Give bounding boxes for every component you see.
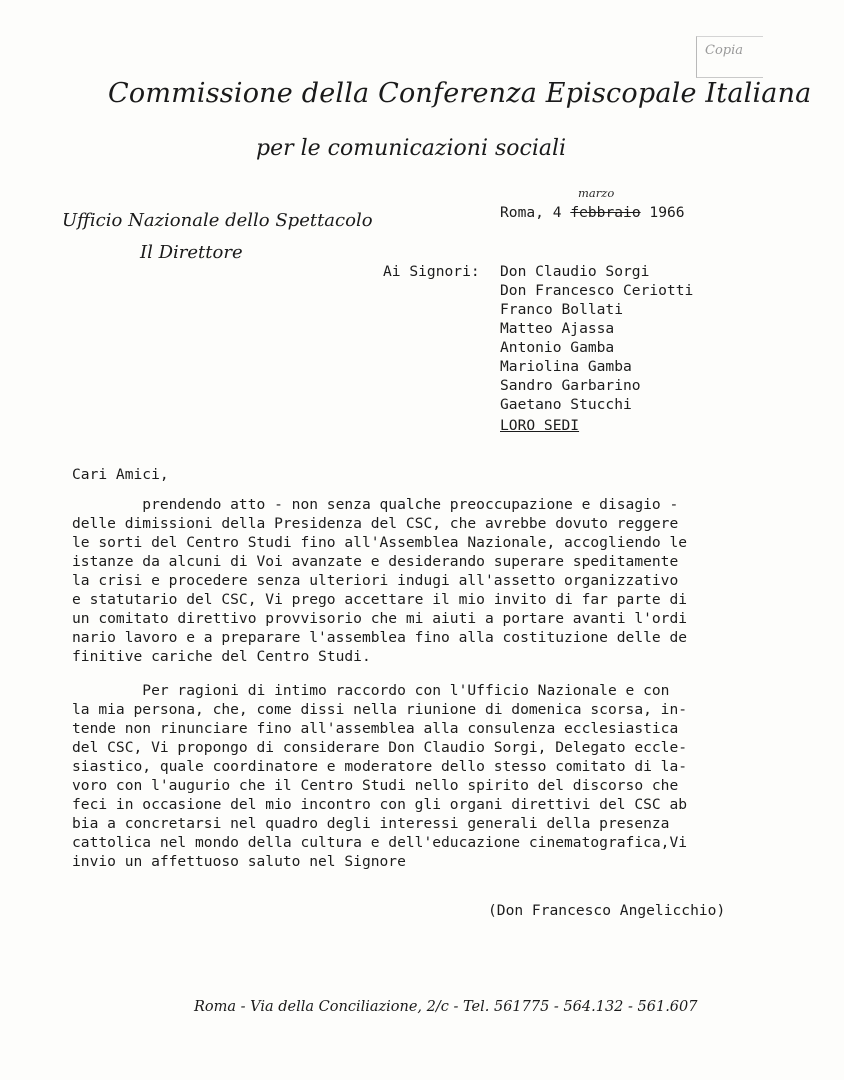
footer-address: Roma - Via della Conciliazione, 2/c - Tel. 561775 - 564.132 - 561.607	[194, 999, 698, 1015]
body-line: cattolica nel mondo della cultura e dell'educazione cinematografica,Vi	[72, 834, 688, 851]
body-line: nario lavoro e a preparare l'assemblea fino alla costituzione delle de	[72, 629, 688, 646]
body-line: la mia persona, che, come dissi nella riunione di domenica scorsa, in-	[72, 701, 688, 718]
recipient-name: Mariolina Gamba	[500, 358, 632, 375]
handwritten-month: marzo	[578, 186, 615, 200]
recipient-name: Antonio Gamba	[500, 339, 615, 356]
body-line: voro con l'augurio che il Centro Studi nello spirito del discorso che	[72, 777, 679, 794]
recipient-name: Don Claudio Sorgi	[500, 263, 650, 280]
body-line: bia a concretarsi nel quadro degli interessi generali della presenza	[72, 815, 670, 832]
body-line: e statutario del CSC, Vi prego accettare il mio invito di far parte di	[72, 591, 688, 608]
signature: (Don Francesco Angelicchio)	[488, 902, 726, 919]
office-title: Il Direttore	[140, 242, 243, 263]
body-line: delle dimissioni della Presidenza del CSC, che avrebbe dovuto reggere	[72, 515, 679, 532]
office-name: Ufficio Nazionale dello Spettacolo	[62, 210, 373, 231]
date-prefix: Roma, 4	[500, 204, 562, 221]
letterhead-title: Commissione della Conferenza Episcopale Italiana	[108, 78, 812, 109]
body-line: del CSC, Vi propongo di considerare Don Claudio Sorgi, Delegato eccle-	[72, 739, 688, 756]
recipient-name: Gaetano Stucchi	[500, 396, 632, 413]
letter-date	[500, 204, 685, 221]
copy-stamp-text: Copia	[705, 43, 744, 58]
body-line: siastico, quale coordinatore e moderatore dello stesso comitato di la-	[72, 758, 688, 775]
struck-month: febbraio	[570, 204, 641, 221]
body-line: feci in occasione del mio incontro con gli organi direttivi del CSC ab	[72, 796, 688, 813]
date-year: 1966	[649, 204, 685, 221]
copy-stamp	[696, 36, 763, 78]
recipients-label: Ai Signori:	[383, 263, 480, 280]
letterhead-subtitle: per le comunicazioni sociali	[256, 136, 567, 161]
salutation: Cari Amici,	[72, 466, 169, 483]
recipients-closing: LORO SEDI	[500, 417, 580, 434]
body-line: la crisi e procedere senza ulteriori indugi all'assetto organizzativo	[72, 572, 679, 589]
body-line: un comitato direttivo provvisorio che mi aiuti a portare avanti l'ordi	[72, 610, 688, 627]
recipient-name: Franco Bollati	[500, 301, 624, 318]
body-line: istanze da alcuni di Voi avanzate e desiderando superare speditamente	[72, 553, 679, 570]
body-line: prendendo atto - non senza qualche preoccupazione e disagio -	[72, 496, 679, 513]
body-line: tende non rinunciare fino all'assemblea alla consulenza ecclesiastica	[72, 720, 679, 737]
body-line: le sorti del Centro Studi fino all'Assemblea Nazionale, accogliendo le	[72, 534, 688, 551]
recipient-name: Don Francesco Ceriotti	[500, 282, 694, 299]
body-line: invio un affettuoso saluto nel Signore	[72, 853, 406, 870]
recipient-name: Sandro Garbarino	[500, 377, 641, 394]
recipient-name: Matteo Ajassa	[500, 320, 615, 337]
body-line: Per ragioni di intimo raccordo con l'Ufficio Nazionale e con	[72, 682, 670, 699]
body-line: finitive cariche del Centro Studi.	[72, 648, 371, 665]
